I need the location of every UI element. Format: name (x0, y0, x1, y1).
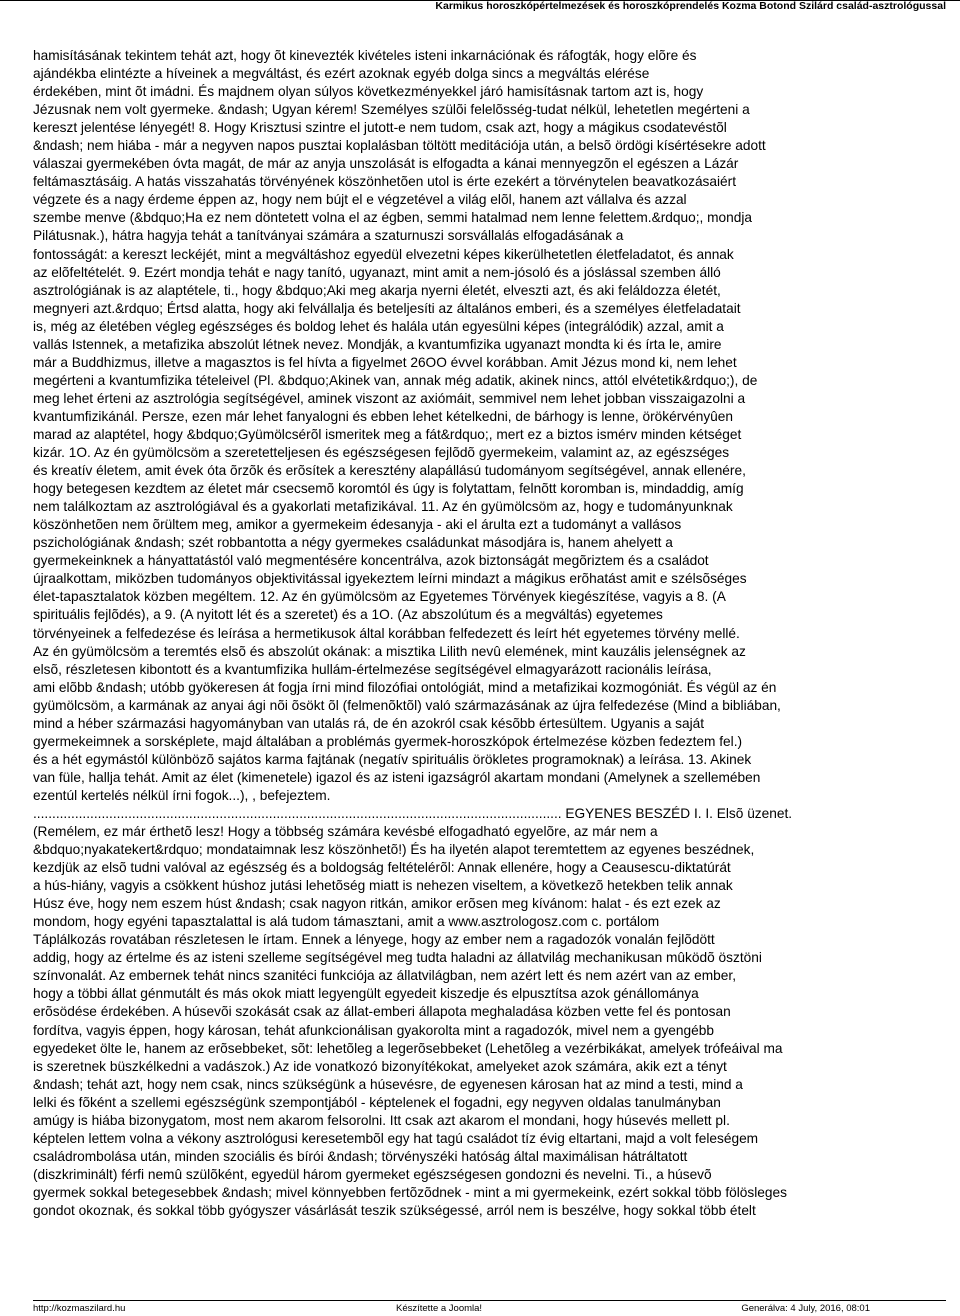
article-body: hamisításának tekintem tehát azt, hogy õt kinevezték kivételes isteni inkarnációnak és ráfogták, hogy elõre és ajándékba elintézte a híveinek a megváltást, és ezért azoknak egyéb dolga sincs a megváltás elérése érdekében, mint õt imádni. És majdnem olyan súlyos következményekkel járó hamisításnak tartom azt is, hogy Jézusnak nem volt gyermeke. &ndash; Ugyan kérem! Személyes szülõi felelõsség-tudat nélkül, lehetetlen megérteni a kereszt jelentése lényegét! 8. Hogy Krisztusi szintre el jutott-e nem tudom, csak azt, hogy a mágikus csodatevéstõl &ndash; nem hiába - már a negyven napos pusztai koplalásban töltött meditációja után, a belsõ ördögi kísértésekre adott válaszai gyermekében óvta magát, de már az anyja unszolását is elfogadta a kánai mennyegzõn el egészen a Lázár feltámasztásáig. A hatás visszahatás törvényének köszönhetõen utol is érte ezekért a törvénytelen beavatkozásaiért végzete és a nagy érdeme éppen az, hogy nem bújt el e végzetével a világ elõl, hanem azt vállalva és azzal szembe menve (&bdquo;Ha ez nem döntetett volna el az égben, semmi hatalmad nem lenne felettem.&rdquo;, mondja Pilátusnak.), hátra hagyja tehát a tanítványai számára a szaturnuszi sorsvállalás elfogadásának a fontosságát: a kereszt leckéjét, mint a megváltáshoz egyedül elvezetni képes kikerülhetetlen életfeladatot, és annak az elõfeltételét. 9. Ezért mondja tehát e nagy tanító, ugyanazt, mint amit a nem-jósoló és a jóslással szemben álló asztrológiának is az alaptétele, ti., hogy &bdquo;Aki meg akarja nyerni életét, elveszti azt, és aki feláldozza életét, megnyeri azt.&rdquo; Értsd alatta, hogy aki felvállalja és beteljesíti az általános emberi, és a személyes életfeladatait is, még az életében végleg egészséges és boldog lehet és halála után egyesülni képes (integrálódik) azzal, amit a vallás Istennek, a metafizika abszolút létnek nevez. Mondják, a kvantumfizika ugyanazt mondta ki és írta le, amire már a Buddhizmus, illetve a magasztos is fel hívta a figyelmet 26OO évvel korábban. Amit Jézus mond ki, nem lehet megérteni a kvantumfizika tételeivel (Pl. &bdquo;Akinek van, annak még adatik, akinek nincs, attól elvétetik&rdquo;), de meg lehet érteni az asztrológia segítségével, aminek viszont az axiómáit, semmivel nem lehet jobban visszaigazolni a kvantumfizikánál. Persze, ezen már lehet fanyalogni és ebben lehet kételkedni, de bárhogy is lenne, örökérvényûen marad az alaptétel, hogy &bdquo;Gyümölcsérõl ismeritek meg a fát&rdquo;, mert ez a biztos ismérv minden kétséget kizár. 1O. Az én gyümölcsöm a szeretetteljesen és egészségesen fejlõdõ gyermekeim, valamint az, az egészséges és kreatív életem, amit évek óta õrzõk és erõsítek a keresztény alapállású tudományom segítségével, annak ellenére, hogy betegesen kezdtem az életet már csecsemõ koromtól és úgy is folytattam, felnõtt koromban is, mindaddig, amíg nem találkoztam az asztrológiával és a gyakorlati metafizikával. 11. Az én gyümölcsöm az, hogy e tudományunknak köszönhetõen nem õrültem meg, amikor a gyermekeim édesanyja - aki el árulta ezt a tudományt a vallásos pszichológiának &ndash; szét robbantotta a négy gyermekes családunkat másodjára is, hanem ahelyett a gyermekeinknek a hányattatástól való megmentésére koncentrálva, azok biztonságát megõriztem és a családot újraalkottam, miközben tudományos objektivitással igyekeztem leírni mindazt a mágikus erõhatást amit e szélsõséges élet-tapasztalatok közben megéltem. 12. Az én gyümölcsöm az Egyetemes Törvények kiegészítése, vagyis a 8. (A spirituális fejlõdés), a 9. (A nyitott lét és a szeretet) és a 1O. (Az abszolútum és a megváltás) egyetemes törvényeinek a felfedezése és leírása a hermetikusok által korábban felfedezett és leírt hét egyetemes törvény mellé. Az én gyümölcsöm a teremtés elsõ és abszolút okának: a misztika Lilith nevû elemének, mint kauzális jelenségnek az elsõ, részletesen kibontott és a kvantumfizika hullám-értelmezése segítségével elmagyarázott racionális leírása, ami elõbb &ndash; utóbb gyökeresen át fogja írni mind filozófiai ontológiát, mind a metafizikai kozmogóniát. És végül az én gyümölcsöm, a karmának az anyai ági nõi õsökt õl (felmenõktõl) való származásának az újra felfedezése (Mind a bibliában, mind a héber származási hagyományban van utalás rá, de én azokról csak késõbb értesültem. Ugyanis a saját gyermekeimnek a sorsképlete, majd általában a problémás gyermek-horoszkópok értelmezése közben fedeztem fel.) és a hét egymástól különbözõ sajátos karma fajtának (negatív spirituális örökletes programoknak) a leírása. 13. Akinek van füle, hallja tehát. Amit az élet (kimenetele) igazol és az isteni igazságról akartam mondani (Amelynek a szellemében ezentúl kertelés nélkül írni fogok...), , befejeztem. ........................................................................................................................................... EGYENES BESZÉD I. I. Elsõ üzenet. (Remélem, ez már érthetõ lesz! Hogy a többség számára kevésbé elfogadható egyelõre, az már nem a &bdquo;nyakatekert&rdquo; mondataimnak lesz köszönhetõ!) És ha ilyetén alapot teremtettem az egyenes beszédnek, kezdjük az elsõ tudni valóval az egészség és a boldogság feltételérõl: Annak ellenére, hogy a Ceausescu-diktatúrát a hús-hiány, vagyis a csökkent húshoz jutási lehetõség miatt is nehezen viseltem, a következõ hetekben telik annak Húsz éve, hogy nem eszem húst &ndash; csak nagyon ritkán, amikor erõsen meg kívánom: halat - és ezt ezek az mondom, hogy egyéni tapasztalattal is alá tudom támasztani, amit a www.asztrologosz.com c. portálom Táplálkozás rovatában részletesen le írtam. Ennek a lényege, hogy az ember nem a ragadozók vonalán fejlõdött addig, hogy az értelme és az isteni szelleme segítségével meg tudta haladni az állatvilág mechanikusan mûködõ ösztöni színvonalát. Az embernek tehát nincs szanitéci funkciója az állatvilágban, nem azért lett és nem azért van az ember, hogy a többi állat génmutált és más okok miatt legyengült egyedeit kiszedje és elpusztítsa azok génállománya erõsödése érdekében. A húsevõi szokását csak az állat-emberi állapota meghaladása közben vette fel és pontosan fordítva, vagyis éppen, hogy károsan, tehát afunkcionálisan gyakorolta mint a ragadozók, mivel nem a gyengébb egyedeket ölte le, hanem az erõsebbeket, sõt: lehetõleg a legerõsebbeket (Lehetõleg a vezérbikákat, amelyek trófeáival ma is szeretnek büszkélkedni a vadászok.) Az ide vonatkozó bizonyítékokat, amelyeket azok számára, akik ezt a tényt &ndash; tehát azt, hogy nem csak, nincs szükségünk a húsevésre, de egyenesen károsan hat az mind a testi, mind a lelki és fõként a szellemi egészségünk szempontjából - képtelenek el fogadni, egy negyven oldalas tanulmányban amúgy is hiába bizonygatom, most nem akarom felsorolni. Itt csak azt akarom el mondani, hogy húsevés mellett pl. képtelen lettem volna a vékony asztrológusi keresetembõl egy hat tagú családot tíz évig eltartani, majd a volt feleségem családrombolása után, minden szociális és bírói &ndash; törvényszéki hatóság által maximálisan hátráltatott (diszkriminált) férfi nemû szülõként, egyedül három gyermeket egészségesen gondozni és nevelni. Ti., a húsevõ gyermek sokkal betegesebbek &ndash; mivel könnyebben fertõzõdnek - mint a mi gyermekeink, ezért sokkal több fölösleges gondot okoznak, és sokkal több gyógyszer vásárlását teszik szükségessé, arról nem is beszélve, hogy sokkal több ételt (33, 48, 793, 1218)
footer-generated-date: Generálva: 4 July, 2016, 08:01 (741, 1303, 870, 1314)
site-title: Karmikus horoszkópértelmezések és horoszkóprendelés Kozma Botond Szilárd család-asztrológussal (435, 0, 946, 12)
page-footer (33, 1300, 946, 1315)
footer-url-link[interactable]: http://kozmaszilard.hu (33, 1303, 126, 1314)
footer-made-with: Készítette a Joomla! (396, 1303, 483, 1314)
page-header (0, 0, 960, 16)
